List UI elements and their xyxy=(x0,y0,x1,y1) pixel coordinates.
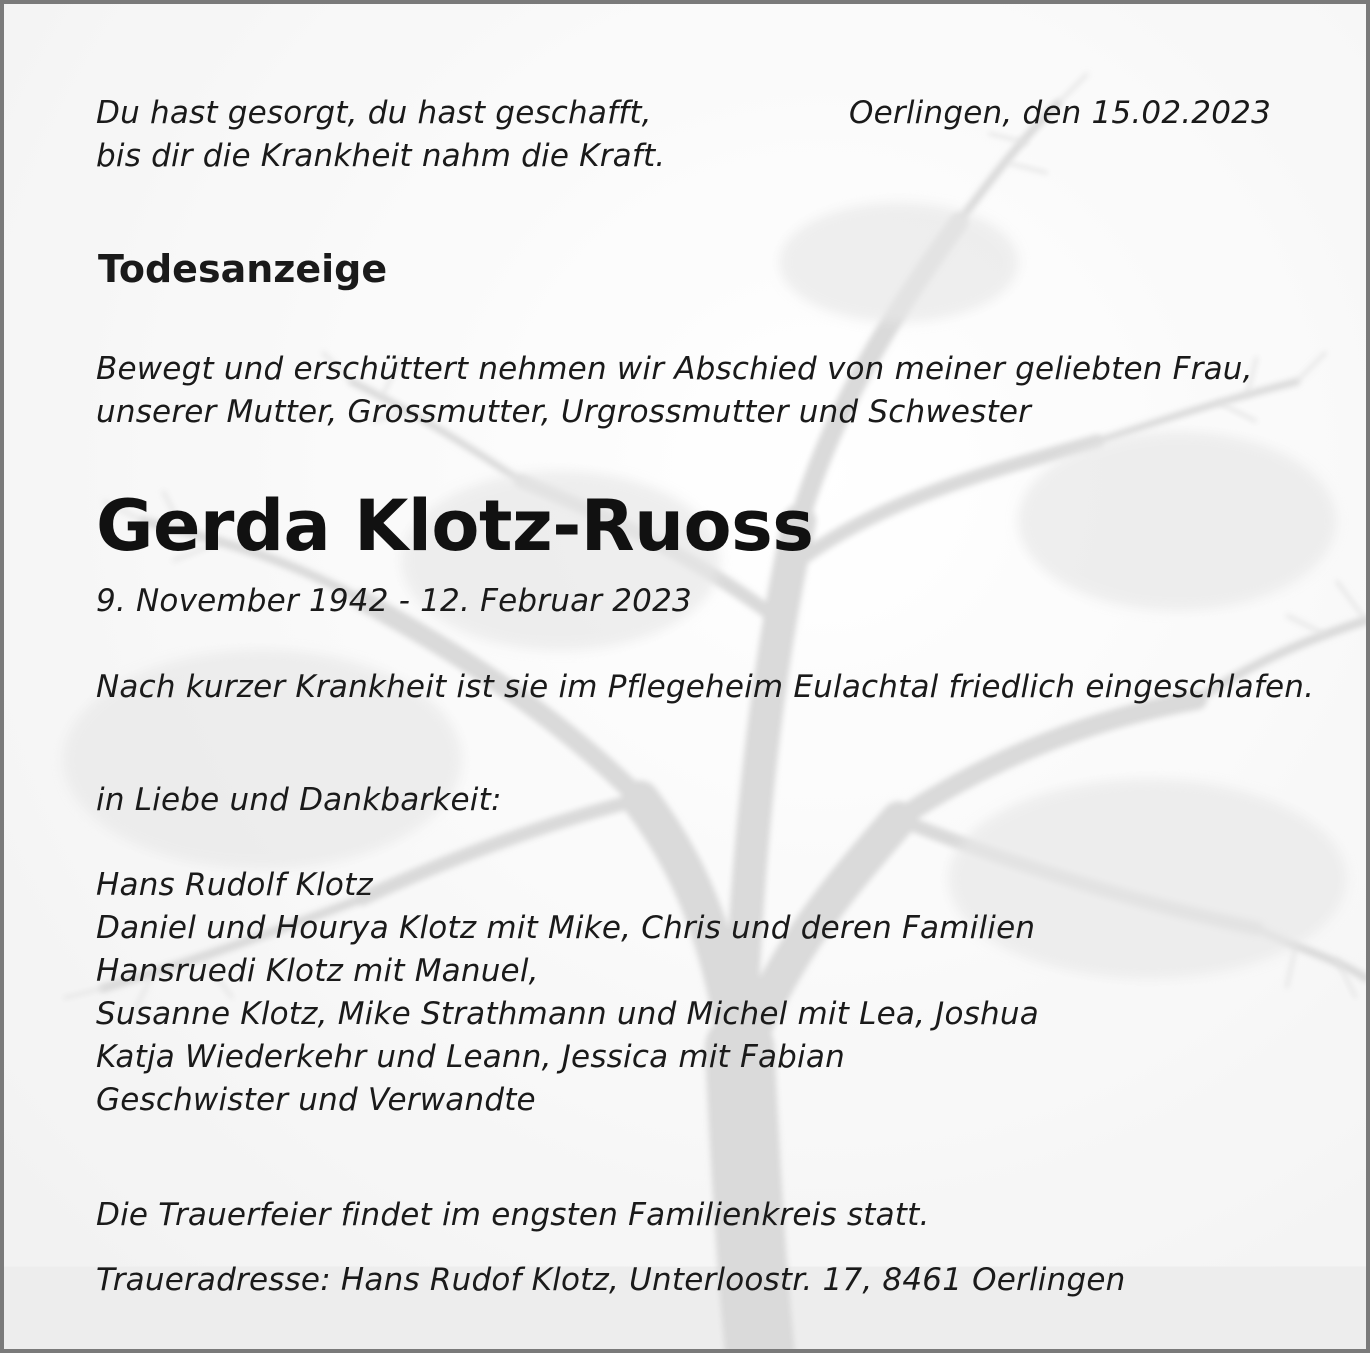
mourner-entry: Hans Rudolf Klotz xyxy=(96,867,373,903)
mourner-entry: Daniel und Hourya Klotz mit Mike, Chris und deren Familien xyxy=(96,910,1036,946)
mourner-entry: Hansruedi Klotz mit Manuel, xyxy=(96,953,539,989)
mourning-address: Traueradresse: Hans Rudof Klotz, Unterloostr. 17, 8461 Oerlingen xyxy=(96,1262,1126,1298)
mourners-list xyxy=(96,864,1039,1122)
mourner-entry: Susanne Klotz, Mike Strathmann und Michel mit Lea, Joshua xyxy=(96,996,1039,1032)
place-and-date: Oerlingen, den 15.02.2023 xyxy=(849,95,1271,131)
notice-content xyxy=(4,4,1366,1349)
intro-line-1: Bewegt und erschüttert nehmen wir Abschied von meiner geliebten Frau, xyxy=(96,351,1253,387)
intro-line-2: unserer Mutter, Grossmutter, Urgrossmutter und Schwester xyxy=(96,394,1032,430)
passing-note: Nach kurzer Krankheit ist sie im Pflegeheim Eulachtal friedlich eingeschlafen. xyxy=(96,669,1315,705)
notice-heading: Todesanzeige xyxy=(98,247,388,291)
mourner-entry: Katja Wiederkehr und Leann, Jessica mit Fabian xyxy=(96,1039,845,1075)
poem-verse xyxy=(96,92,665,178)
deceased-name: Gerda Klotz-Ruoss xyxy=(96,485,814,567)
service-note: Die Trauerfeier findet im engsten Familienkreis statt. xyxy=(96,1197,930,1233)
intro-text xyxy=(96,348,1253,434)
gratitude-line: in Liebe und Dankbarkeit: xyxy=(96,782,502,818)
poem-line-1: Du hast gesorgt, du hast geschafft, xyxy=(96,95,652,131)
mourner-entry: Geschwister und Verwandte xyxy=(96,1082,536,1118)
poem-line-2: bis dir die Krankheit nahm die Kraft. xyxy=(96,138,666,174)
life-dates: 9. November 1942 - 12. Februar 2023 xyxy=(96,583,692,619)
